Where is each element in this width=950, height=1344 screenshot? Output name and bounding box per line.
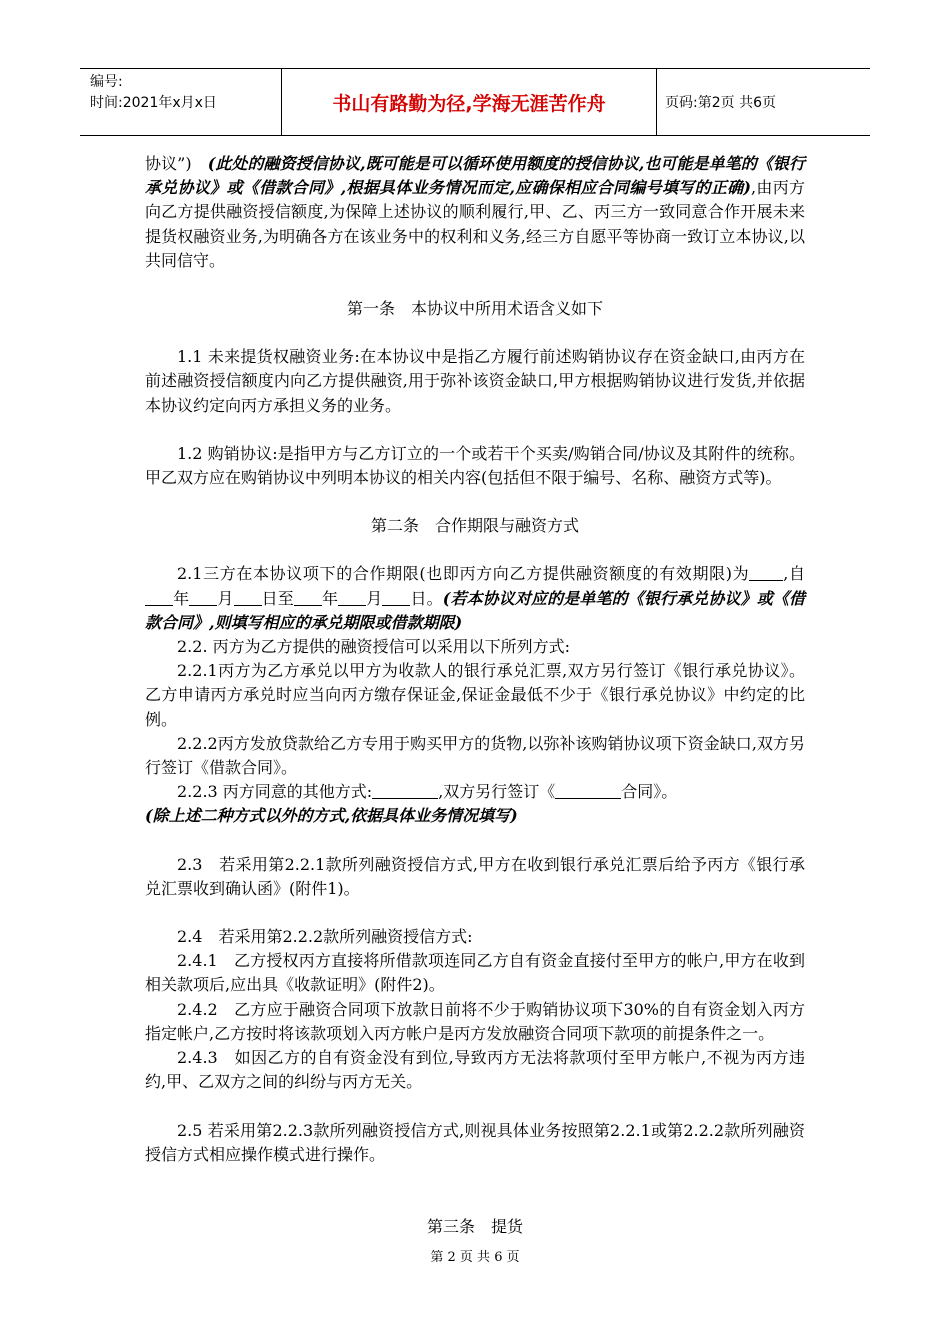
- intro-text-c: ,由丙方向乙方提供融资授信额度,为保障上述协议的顺利履行,甲、乙、丙三方一致同意合作开展未来提货权融资业务,为明确各方在该业务中的权利和义务,经三方自愿平等协商一致订立本协议,以共同信守。: [145, 178, 805, 270]
- clause-2-2-3-seg: ,双方另行签订《: [438, 782, 556, 802]
- clause-1-1: 1.1 未来提货权融资业务:在本协议中是指乙方履行前述购销协议存在资金缺口,由丙方在前述融资授信额度内向乙方提供融资,用于弥补该资金缺口,甲方根据购销协议进行发货,并依据本协议约定向丙方承担义务的业务。: [145, 347, 805, 415]
- clause-2-1-note: (若本协议对应的是单笔的《银行承兑协议》或《借款合同》,则填写相应的承兑期限或借款期限): [145, 588, 805, 632]
- clause-2-1-seg: 日。: [410, 588, 443, 608]
- clause-2-2-3: [145, 780, 805, 804]
- clause-2-2-2: 2.2.2丙方发放贷款给乙方专用于购买甲方的货物,以弥补该购销协议项下资金缺口,双方另行签订《借款合同》。: [145, 733, 805, 778]
- blank-year-end: [294, 591, 322, 606]
- intro-paragraph: [145, 152, 805, 273]
- article-2-heading: 第二条 合作期限与融资方式: [370, 516, 579, 536]
- intro-text-a: 协议”): [145, 154, 192, 173]
- clause-2-1: [145, 562, 805, 635]
- blank-other-method: [372, 784, 438, 799]
- clause-1-2: 1.2 购销协议:是指甲方与乙方订立的一个或若干个买卖/购销合同/协议及其附件的统称。甲乙双方应在购销协议中列明本协议的相关内容(包括但不限于编号、名称、融资方式等)。: [145, 443, 805, 488]
- clause-2-2-3-seg: 合同》。: [621, 782, 678, 802]
- clause-2-1-seg: 月: [366, 588, 383, 608]
- clause-2-3: 2.3 若采用第2.2.1款所列融资授信方式,甲方在收到银行承兑汇票后给予丙方《银行承兑汇票收到确认函》(附件1)。: [145, 854, 805, 898]
- clause-2-2-3-note: (除上述二种方式以外的方式,依据具体业务情况填写): [145, 806, 518, 826]
- intro-note: (此处的融资授信协议,既可能是可以循环使用额度的授信协议,也可能是单笔的《银行承兑协议》或《借款合同》,根据具体业务情况而定,应确保相应合同编号填写的正确): [145, 154, 805, 198]
- article-3-heading: 第三条 提货: [426, 1216, 523, 1236]
- blank-day-start: [234, 591, 262, 606]
- clause-2-4: 2.4 若采用第2.2.2款所列融资授信方式:: [177, 927, 473, 947]
- clause-2-2-3-text: 2.2.3 丙方同意的其他方式:: [177, 782, 373, 802]
- blank-day-end: [382, 591, 410, 606]
- article-1-heading: 第一条 本协议中所用术语含义如下: [346, 299, 603, 319]
- clause-2-1-text: 2.1三方在本协议项下的合作期限(也即丙方向乙方提供融资额度的有效期限)为: [177, 564, 750, 584]
- clause-2-4-2: 2.4.2 乙方应于融资合同项下放款日前将不少于购销协议项下30%的自有资金划入丙方指定帐户,乙方按时将该款项划入丙方帐户是丙方发放融资合同项下款项的前提条件之一。: [145, 999, 805, 1043]
- blank-period: [749, 566, 783, 581]
- page-footer: 第 2 页 共 6 页: [430, 1250, 520, 1265]
- header-motto: 书山有路勤为径,学海无涯苦作舟: [282, 69, 657, 135]
- clause-2-1-seg: 年: [321, 588, 339, 608]
- header-page: 页码:第2页 共6页: [665, 95, 776, 111]
- clause-2-1-seg: ,自: [783, 564, 805, 584]
- clause-2-4-1: 2.4.1 乙方授权丙方直接将所借款项连同乙方自有资金直接付至甲方的帐户,甲方在收到相关款项后,应出具《收款证明》(附件2)。: [145, 951, 805, 995]
- clause-2-1-seg: 月: [217, 588, 234, 608]
- clause-2-1-seg: 年: [173, 588, 190, 608]
- clause-2-5: 2.5 若采用第2.2.3款所列融资授信方式,则视具体业务按照第2.2.1或第2.2.2款所列融资授信方式相应操作模式进行操作。: [145, 1120, 805, 1164]
- clause-2-2-1: 2.2.1丙方为乙方承兑以甲方为收款人的银行承兑汇票,双方另行签订《银行承兑协议》。乙方申请丙方承兑时应当向丙方缴存保证金,保证金最低不少于《银行承兑协议》中约定的比例。: [145, 661, 805, 729]
- header-meta: [80, 69, 282, 135]
- header-time: 时间:2021年x月x日: [90, 95, 217, 111]
- blank-month-start: [189, 591, 217, 606]
- document-body: [145, 152, 805, 1239]
- blank-year-start: [145, 591, 173, 606]
- blank-month-end: [338, 591, 366, 606]
- header-number: 编号:: [90, 74, 123, 90]
- blank-contract-name: [555, 784, 621, 799]
- clause-2-4-3: 2.4.3 如因乙方的自有资金没有到位,导致丙方无法将款项付至甲方帐户,不视为丙方违约,甲、乙双方之间的纠纷与丙方无关。: [145, 1048, 805, 1092]
- page-header: [80, 68, 870, 136]
- clause-2-1-seg: 日至: [261, 588, 294, 608]
- clause-2-2: 2.2. 丙方为乙方提供的融资授信可以采用以下所列方式:: [177, 637, 571, 657]
